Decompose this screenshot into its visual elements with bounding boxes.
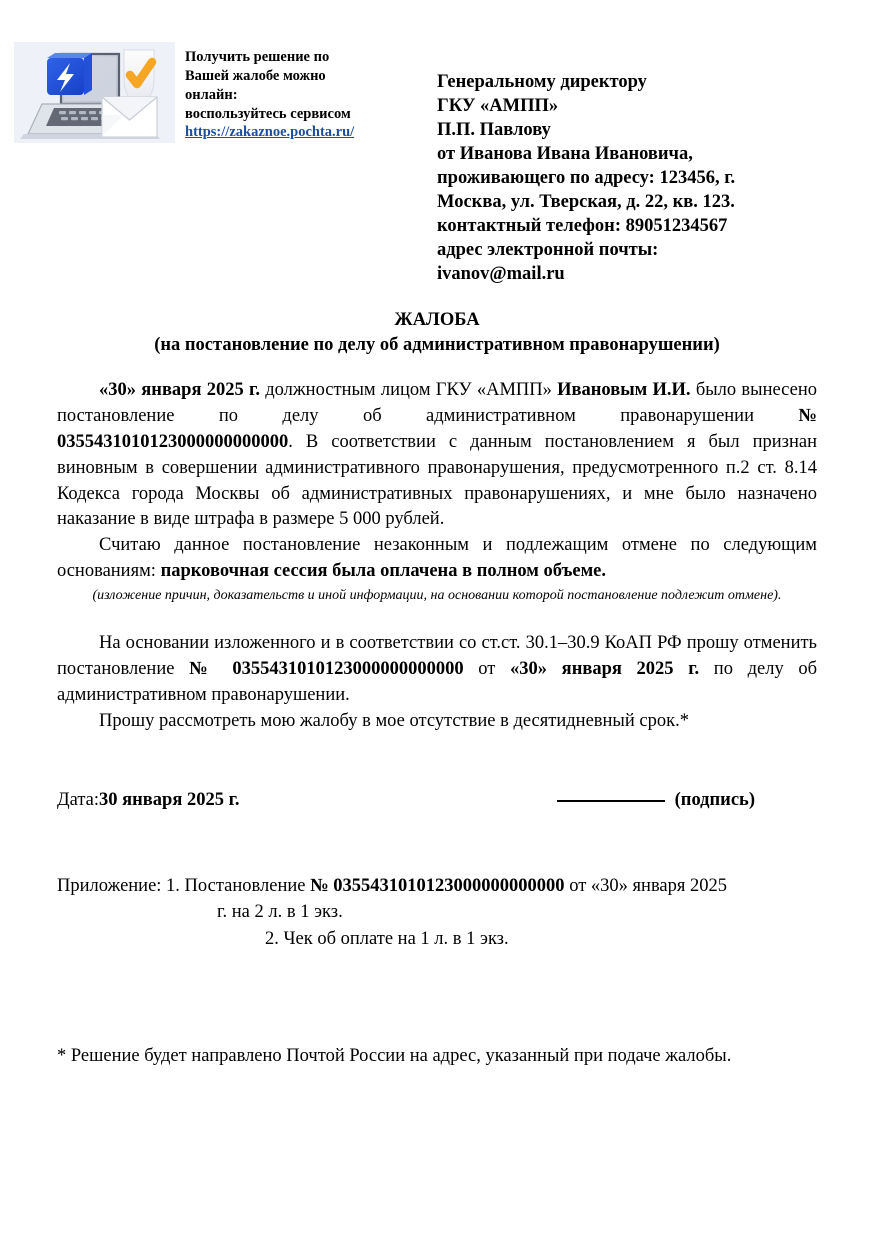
lightning-cube-icon [47, 53, 92, 95]
page-title: ЖАЛОБА [394, 310, 480, 330]
online-appeal-illustration [14, 42, 175, 143]
applicant-address-line-1: проживающего по адресу: 123456, г. [437, 168, 736, 189]
signature-label: (подпись) [674, 790, 755, 810]
banner-line-1: Получить решение по [185, 49, 330, 65]
p1-segment-3: . В соответствии с данным постановлением я был признан виновным в совершении административного правонарушения, предусмотренного п.2 ст. 8.14 Кодекса города Москвы об административных правонарушениях, и мне было назначено наказание в виде штрафа в размере 5 000 рублей. [57, 431, 817, 530]
applicant-email-value: ivanov@mail.ru [437, 264, 565, 285]
p1-segment-2: было вынесено постановление по делу об административном правонарушении [57, 380, 817, 426]
attachment-1-suffix: от «30» января 2025 [564, 876, 728, 896]
violation-date-1: «30» января 2025 г. [99, 380, 260, 400]
banner-line-2: Вашей жалобе можно [185, 67, 326, 84]
date-value: 30 января 2025 г. [99, 790, 240, 810]
decree-number-3: № 0355431010123000000000000 [310, 876, 565, 896]
paragraph-facts [57, 378, 817, 533]
footnote-text: * Решение будет направлено Почтой России на адрес, указанный при подаче жалобы. [57, 1046, 732, 1066]
applicant-address-line-2: Москва, ул. Тверская, д. 22, кв. 123. [437, 192, 735, 213]
attachment-item-1 [57, 873, 817, 899]
date-signature-row [57, 790, 817, 811]
document-body [57, 378, 817, 735]
applicant-email-label: адрес электронной почты: [437, 240, 659, 261]
paragraph-request [57, 631, 817, 709]
spacer [57, 605, 817, 631]
decree-number-2: № 0355431010123000000000000 [189, 659, 464, 680]
addressee-organization: ГКУ «АМПП» [437, 96, 559, 117]
violation-date-2: «30» января 2025 г. [510, 659, 700, 680]
date-label: Дата: [57, 790, 100, 810]
envelope-icon [102, 97, 157, 137]
applicant-name: от Иванова Ивана Ивановича, [437, 144, 693, 165]
banner-line-3: онлайн: [185, 86, 238, 103]
signature-group [557, 790, 755, 811]
grounds-statement: парковочная сессия была оплачена в полном объеме. [160, 561, 607, 582]
explanatory-note: (изложение причин, доказательств и иной информации, на основании которой постановление подлежит отмене). [92, 588, 782, 604]
addressee-position: Генеральному директору [437, 72, 647, 92]
p1-segment-1: должностным лицом ГКУ «АМПП» [259, 380, 558, 400]
illustration-graphic [14, 42, 175, 143]
p3-segment-3: по делу об административном правонарушении. [57, 659, 818, 706]
applicant-phone: контактный телефон: 89051234567 [437, 216, 728, 237]
paragraph-absence-request: Прошу рассмотреть мою жалобу в мое отсутствие в десятидневный срок.* [99, 710, 689, 731]
attachments-block [57, 873, 817, 952]
zakaznoe-pochta-link[interactable]: https://zakaznoe.pochta.ru/ [185, 124, 355, 141]
banner-line-4: воспользуйтесь сервисом [185, 105, 351, 122]
officer-name: Ивановым И.И. [557, 380, 691, 400]
decree-number-1: № 0355431010123000000000000 [57, 405, 817, 452]
p2-segment-1: Считаю данное постановление незаконным и подлежащим отмене по следующим основаниям: [57, 535, 817, 582]
banner-text-block [185, 42, 354, 142]
attachment-item-1-continued: г. на 2 л. в 1 экз. [217, 902, 343, 923]
footnote-block [57, 1043, 817, 1069]
paragraph-grounds [57, 533, 817, 585]
p3-segment-1: На основании изложенного и в соответствии со ст.ст. 30.1–30.9 КоАП РФ прошу отменить постановление [57, 633, 817, 680]
signature-line[interactable] [557, 800, 665, 802]
addressee-name: П.П. Павлову [437, 120, 551, 141]
attachment-item-2: 2. Чек об оплате на 1 л. в 1 экз. [265, 928, 509, 949]
p3-segment-2: от [463, 659, 511, 680]
addressee-block [437, 70, 837, 286]
document-title-block [57, 308, 817, 358]
page-subtitle: (на постановление по делу об административном правонарушении) [154, 334, 720, 355]
online-service-banner [14, 42, 354, 143]
attachment-1-prefix: Приложение: 1. Постановление [57, 876, 311, 896]
